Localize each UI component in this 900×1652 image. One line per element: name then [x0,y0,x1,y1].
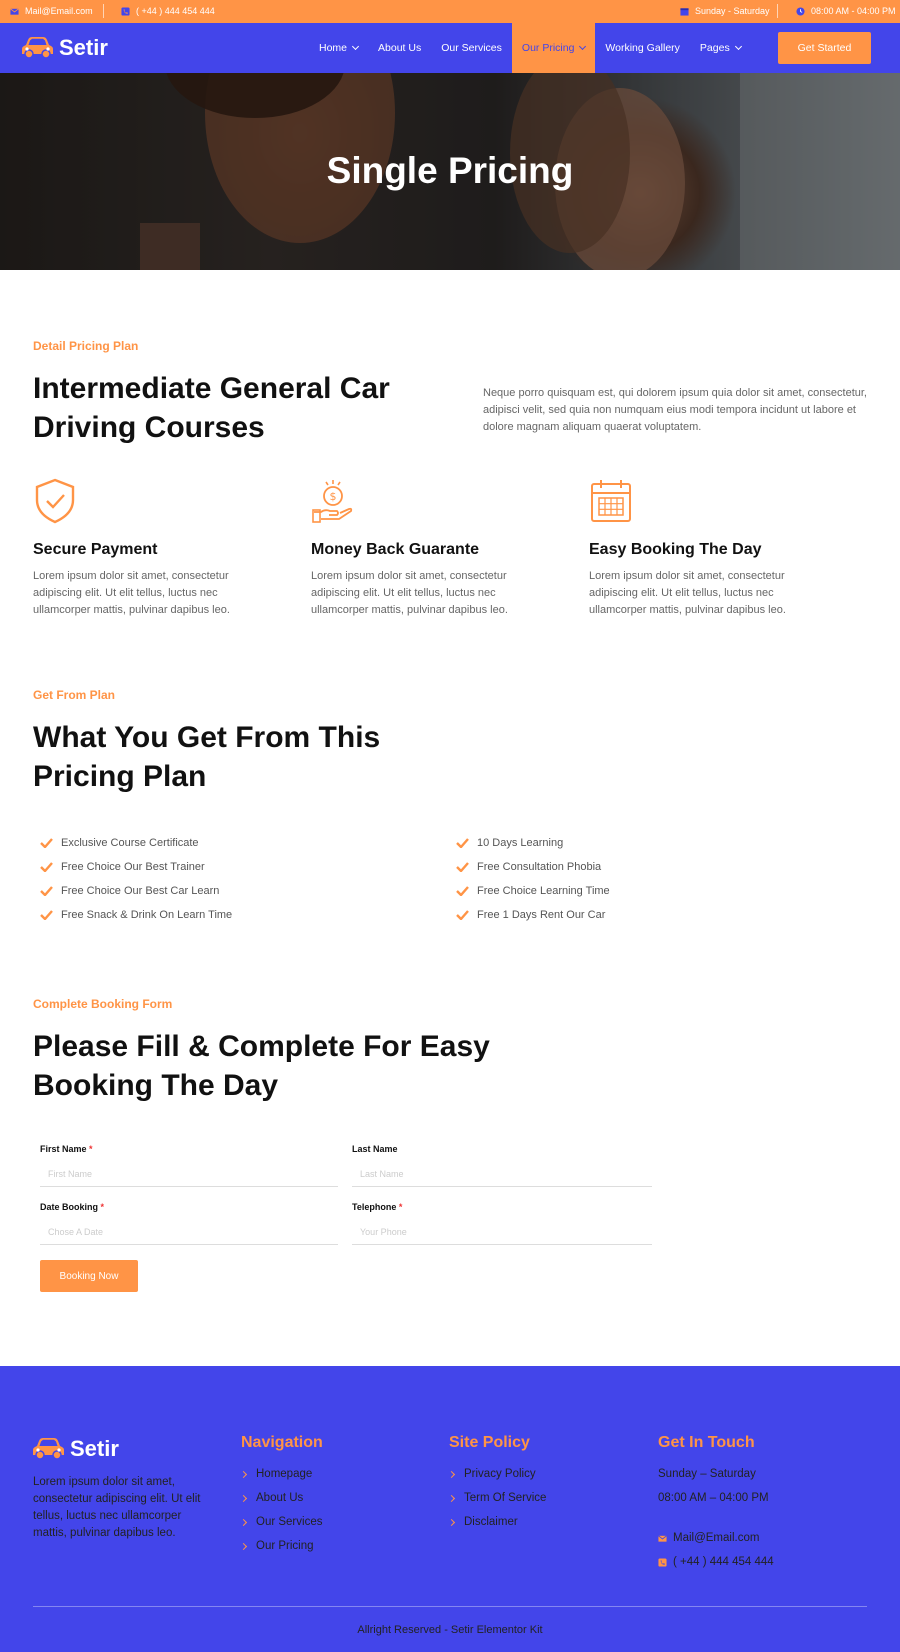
chevron-down-icon [579,43,586,50]
booking-title [33,1027,513,1105]
nav-item-label: Pages [699,42,730,54]
date-booking-input[interactable] [40,1219,338,1245]
divider [103,4,104,18]
chevron-right-icon [240,1494,247,1501]
nav-item-pages[interactable] [690,23,751,73]
feature-card [33,478,273,619]
chevron-right-icon [448,1518,455,1525]
brand-logo[interactable] [22,35,108,61]
feature-text: Lorem ipsum dolor sit amet, consectetur adipiscing elit. Ut elit tellus, luctus nec ullamcorper mattis, pulvinar dapibus leo. [33,570,230,616]
nav-item-label: About Us [378,42,422,54]
divider [777,4,778,18]
nav-item-services[interactable] [431,23,512,73]
benefit-text: Free Choice Our Best Trainer [61,861,205,873]
footer-email-text: Mail@Email.com [673,1532,760,1544]
footer-link-homepage[interactable] [241,1462,323,1486]
label-text: Telephone [352,1202,397,1212]
check-icon [40,910,53,920]
get-started-button[interactable]: Get Started [778,32,871,64]
first-name-input[interactable] [40,1161,338,1187]
clock-icon [796,7,805,16]
plan-benefits-left [40,831,232,927]
calendar-icon [589,478,633,524]
nav-menu [309,23,751,73]
first-name-label [40,1144,93,1154]
nav-item-label: Our Services [441,42,502,54]
benefit-text: Free Choice Learning Time [477,885,610,897]
chevron-right-icon [240,1470,247,1477]
page-title: Single Pricing [326,150,574,191]
date-booking-label [40,1202,104,1212]
footer-heading: Get In Touch [658,1434,755,1451]
footer-heading: Site Policy [449,1434,530,1451]
nav-item-gallery[interactable] [595,23,690,73]
label-text: First Name [40,1144,87,1154]
required-mark: * [100,1202,105,1212]
footer-phone[interactable] [658,1550,774,1574]
topbar-days-text: Sunday - Saturday [695,6,770,16]
shield-check-icon [33,478,77,524]
check-icon [40,862,53,872]
footer-link-label: Homepage [256,1468,313,1480]
nav-item-label: Our Pricing [521,42,575,54]
car-icon [33,1438,64,1460]
footer-contact [658,1434,774,1574]
footer-navigation [241,1434,323,1558]
topbar-phone[interactable] [121,6,215,16]
benefit-text: Exclusive Course Certificate [61,837,199,849]
footer-heading: Navigation [241,1434,323,1451]
label-text: Date Booking [40,1202,99,1212]
footer-site-policy [449,1434,546,1534]
chevron-down-icon [352,43,359,50]
topbar-email[interactable] [10,6,93,16]
detail-title-line: Intermediate General Car [33,372,390,405]
svg-text:$: $ [329,490,337,503]
list-item [456,903,610,927]
chevron-right-icon [448,1494,455,1501]
topbar-hours [796,6,896,16]
footer-email[interactable] [658,1526,774,1550]
benefit-text: 10 Days Learning [477,837,564,849]
envelope-icon [658,1534,667,1543]
feature-text: Lorem ipsum dolor sit amet, consectetur adipiscing elit. Ut elit tellus, luctus nec ullamcorper mattis, pulvinar dapibus leo. [311,570,508,616]
list-item [456,855,610,879]
nav-item-about[interactable] [368,23,431,73]
footer-link-about[interactable] [241,1486,323,1510]
footer-brand-name: Setir [70,1436,119,1461]
plan-title-line: What You Get From This [33,721,381,754]
detail-title [33,369,453,447]
last-name-label [352,1144,398,1154]
footer-link-disclaimer[interactable] [449,1510,546,1534]
last-name-input[interactable] [352,1161,652,1187]
benefit-text: Free Choice Our Best Car Learn [61,885,220,897]
feature-text: Lorem ipsum dolor sit amet, consectetur adipiscing elit. Ut elit tellus, luctus nec ullamcorper mattis, pulvinar dapibus leo. [589,570,786,616]
check-icon [456,910,469,920]
benefit-text: Free Consultation Phobia [477,861,602,873]
booking-now-button[interactable]: Booking Now [40,1260,138,1292]
car-icon [22,37,53,59]
telephone-label [352,1202,402,1212]
nav-item-home[interactable] [309,23,368,73]
hero-banner [0,73,900,270]
top-bar [0,0,900,23]
copyright: Allright Reserved - Setir Elementor Kit [357,1624,543,1636]
check-icon [40,886,53,896]
calendar-icon [680,7,689,16]
booking-title-line: Booking The Day [33,1069,279,1102]
check-icon [456,862,469,872]
feature-title: Money Back Guarante [311,541,480,558]
feature-card [311,478,551,619]
chevron-right-icon [448,1470,455,1477]
nav-item-label: Working Gallery [605,42,680,54]
booking-title-line: Please Fill & Complete For Easy [33,1030,490,1063]
footer-link-label: Our Pricing [256,1540,314,1552]
footer-description: Lorem ipsum dolor sit amet, consectetur adipiscing elit. Ut elit tellus, luctus nec ullamcorper mattis, pulvinar dapibus leo. [33,1476,201,1539]
footer-link-label: Disclaimer [464,1516,518,1528]
footer-link-label: Our Services [256,1516,323,1528]
footer-phone-text: ( +44 ) 444 454 444 [673,1556,774,1568]
list-item [456,879,610,903]
footer-link-label: Term Of Service [464,1492,547,1504]
main-navigation [0,23,900,73]
plan-title-line: Pricing Plan [33,760,207,793]
plan-benefits-right [456,831,610,927]
detail-title-line: Driving Courses [33,411,265,444]
brand-name: Setir [59,35,108,60]
footer-days: Sunday – Saturday [658,1468,756,1480]
list-item [40,831,232,855]
footer-link-label: About Us [256,1492,304,1504]
required-mark: * [89,1144,93,1154]
phone-icon [658,1558,667,1567]
feature-card [589,478,829,619]
list-item [40,903,232,927]
footer-link-services[interactable] [241,1510,323,1534]
footer-hours: 08:00 AM – 04:00 PM [658,1492,769,1504]
footer-link-privacy[interactable] [449,1462,546,1486]
plan-eyebrow: Get From Plan [33,688,116,702]
footer-link-label: Privacy Policy [464,1468,536,1480]
footer-link-terms[interactable] [449,1486,546,1510]
nav-item-label: Home [319,42,348,54]
topbar-hours-text: 08:00 AM - 04:00 PM [811,6,896,16]
chevron-right-icon [240,1518,247,1525]
footer-divider [33,1606,867,1607]
feature-title: Secure Payment [33,541,158,558]
phone-icon [121,7,130,16]
detail-eyebrow: Detail Pricing Plan [33,339,139,353]
envelope-icon [10,7,19,16]
topbar-days [680,6,770,16]
check-icon [456,886,469,896]
topbar-email-text: Mail@Email.com [25,6,93,16]
list-item [40,855,232,879]
required-mark: * [398,1202,403,1212]
chevron-down-icon [735,43,742,50]
telephone-input[interactable] [352,1219,652,1245]
footer-logo[interactable] [33,1436,119,1462]
list-item [40,879,232,903]
check-icon [456,838,469,848]
plan-title [33,718,453,796]
benefit-text: Free Snack & Drink On Learn Time [61,909,233,921]
list-item [456,831,610,855]
nav-item-pricing[interactable] [512,23,596,73]
booking-eyebrow: Complete Booking Form [33,997,173,1011]
detail-description: Neque porro quisquam est, qui dolorem ipsum quia dolor sit amet, consectetur, adipisci velit, sed quia non numquam eius modi tempora incidunt ut labore et dolore magnam aliquam quaerat voluptatem. [483,387,867,433]
benefit-text: Free 1 Days Rent Our Car [477,909,606,921]
money-hand-icon [311,478,355,524]
footer-link-pricing[interactable] [241,1534,323,1558]
feature-title: Easy Booking The Day [589,541,762,558]
chevron-right-icon [240,1542,247,1549]
label-text: Last Name [352,1144,398,1154]
topbar-phone-text: ( +44 ) 444 454 444 [136,6,215,16]
check-icon [40,838,53,848]
